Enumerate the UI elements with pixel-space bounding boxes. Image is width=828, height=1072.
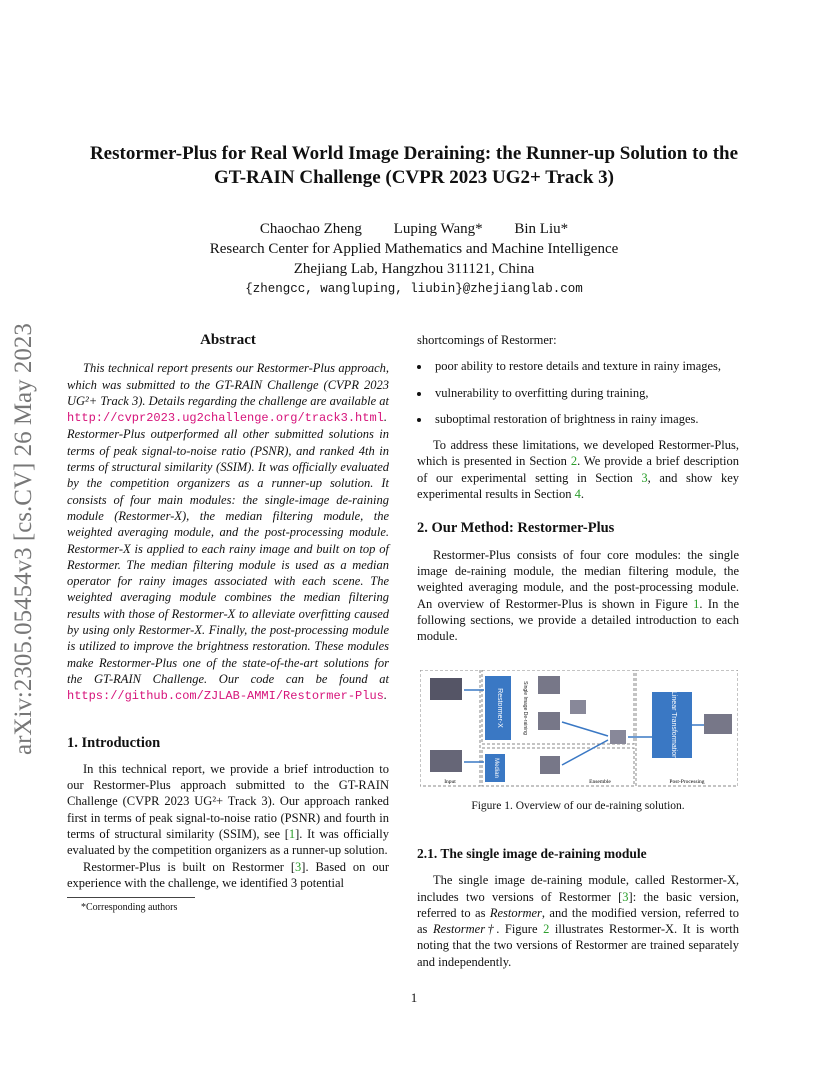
figure-ref-1[interactable]: 1 (693, 596, 700, 611)
figure-ref-2[interactable]: 2 (543, 922, 550, 937)
code-link[interactable]: https://github.com/ZJLAB-AMMI/Restormer-Plus (67, 689, 384, 704)
restormer-x-label: Restormer-X (496, 688, 503, 728)
ensemble-image-2 (610, 730, 626, 744)
section-ref-3[interactable]: 3 (641, 470, 648, 485)
input-label: Input (444, 779, 456, 785)
right-column-bottom (417, 846, 739, 970)
list-item: • poor ability to restore details and texture in rainy images, (431, 358, 739, 374)
derained-image-1 (538, 676, 560, 694)
title-line-2: GT-RAIN Challenge (CVPR 2023 UG2+ Track 3) (214, 167, 614, 188)
citation-3b[interactable]: 3 (622, 889, 629, 904)
limitations-paragraph: To address these limitations, we developed Restormer-Plus, which is presented in Section 2. We provide a brief description of our experimental setting in Section 3, and show key experimental results in Section 4. (417, 438, 739, 502)
affiliation-line-1: Research Center for Applied Mathematics and Machine Intelligence (209, 241, 619, 257)
ensemble-label: Ensemble (589, 779, 611, 785)
restormer-dagger-term: Restormer† (432, 922, 497, 937)
author-email[interactable]: {zhengcc, wangluping, liubin}@zhejianglab.com (245, 282, 583, 296)
shortcomings-list (417, 358, 739, 427)
arxiv-stamp: arXiv:2305.05454v3 [cs.CV] 26 May 2023 (10, 323, 37, 755)
author-names (0, 219, 828, 239)
linear-label: Linear Transformation (670, 690, 677, 760)
page-number: 1 (410, 990, 418, 1005)
right-column-top (417, 332, 739, 644)
abstract-text: This technical report presents our Restormer-Plus approach, which was submitted to the GT-RAIN Challenge (CVPR 2023 UG²+ Track 3). Details regarding the challenge are available at http://cvpr2023.ug2challenge.org/track3.html. Restormer-Plus outperformed all other submitted solutions in terms of peak signal-to-noise ratio (PSNR), and ranked 4th in terms of structural similarity (SSIM). It was officially evaluated by the competition organizers as a runner-up solution. It consists of four main modules: the single-image de-raining module (Restormer-X), the median filtering module, the weighted averaging module, and the post-processing module. Restormer-X is applied to each rainy image and built on top of Restormer. The median filtering module is used as a median operator for rainy images associated with each scene. The weighted averaging module combines the median filtering results with those of Restormer-X to alleviate overfitting caused by using only Restormer-X. Finally, the post-processing module is utilized to improve the brightness restoration. These modules make Restormer-Plus one of the state-of-the-art solutions for the GT-RAIN Challenge. Our code can be found at https://github.com/ZJLAB-AMMI/Restormer-Plus. (67, 361, 389, 704)
derained-image-2 (538, 712, 560, 730)
ensemble-image-1 (570, 700, 586, 714)
arrow (562, 722, 608, 736)
figure-caption: Figure 1. Overview of our de-raining solution. (471, 800, 685, 812)
restormer-term: Restormer (489, 905, 542, 920)
input-image-1 (430, 678, 462, 700)
author-block (0, 219, 828, 299)
intro-heading: 1. Introduction (67, 734, 161, 751)
citation-1[interactable]: 1 (288, 827, 296, 842)
author-1: Chaochao Zheng (259, 221, 362, 237)
right-intro-line: shortcomings of Restormer: (417, 333, 557, 347)
list-item: • suboptimal restoration of brightness in rainy images. (431, 411, 739, 427)
overview-figure (420, 670, 738, 788)
left-column (67, 332, 389, 917)
output-image (704, 714, 732, 734)
intro-paragraph-1: In this technical report, we provide a brief introduction to our Restormer-Plus approach submitted to the GT-RAIN Challenge (CVPR 2023 UG²+ Track 3). Our approach ranked first in terms of peak signal-to-noise ratio (PSNR) and fourth in terms of structural similarity (SSIM), see [1]. It was officially evaluated by the competition organizers as a runner-up solution. (67, 761, 390, 858)
sid-label: Single Image De-raining (522, 681, 528, 735)
subsection-heading: 2.1. The single image de-raining module (417, 846, 647, 861)
section-ref-2[interactable]: 2 (570, 454, 578, 469)
footnote: *Corresponding authors (81, 902, 178, 914)
footnote-rule (67, 897, 195, 898)
citation-3[interactable]: 3 (295, 859, 302, 874)
median-label: Median (493, 758, 499, 778)
subsection-paragraph: The single image de-raining module, called Restormer-X, includes two versions of Restormer [3]: the basic version, referred to as Restormer, and the modified version, referred to as Restormer†. Figure 2 illustrates Restormer-X. It is worth noting that the two versions of Restormer are trained separately and independently. (417, 873, 740, 969)
title-line-1: Restormer-Plus for Real World Image Deraining: the Runner-up Solution to the (89, 143, 739, 164)
affiliation-line-2: Zhejiang Lab, Hangzhou 311121, China (293, 261, 535, 277)
post-processing-label: Post-Processing (669, 779, 705, 785)
list-item: • vulnerability to overfitting during training, (431, 385, 739, 401)
author-3: Bin Liu* (514, 221, 569, 237)
method-heading: 2. Our Method: Restormer-Plus (417, 520, 615, 537)
author-2: Luping Wang* (393, 221, 483, 237)
intro-paragraph-2: Restormer-Plus is built on Restormer [3]. Based on our experience with the challenge, we identified 3 potential (67, 859, 389, 890)
abstract-heading: Abstract (200, 332, 256, 348)
method-paragraph: Restormer-Plus consists of four core modules: the single image de-raining module, the median filtering module, the weighted averaging module, and the post-processing module. An overview of Restormer-Plus is shown in Figure 1. In the following sections, we provide a detailed introduction to each module. (417, 547, 740, 644)
section-ref-4[interactable]: 4 (574, 487, 581, 502)
median-image (540, 756, 560, 774)
challenge-link[interactable]: http://cvpr2023.ug2challenge.org/track3.html (67, 411, 384, 426)
input-image-2 (430, 750, 462, 772)
paper-title (0, 142, 828, 190)
